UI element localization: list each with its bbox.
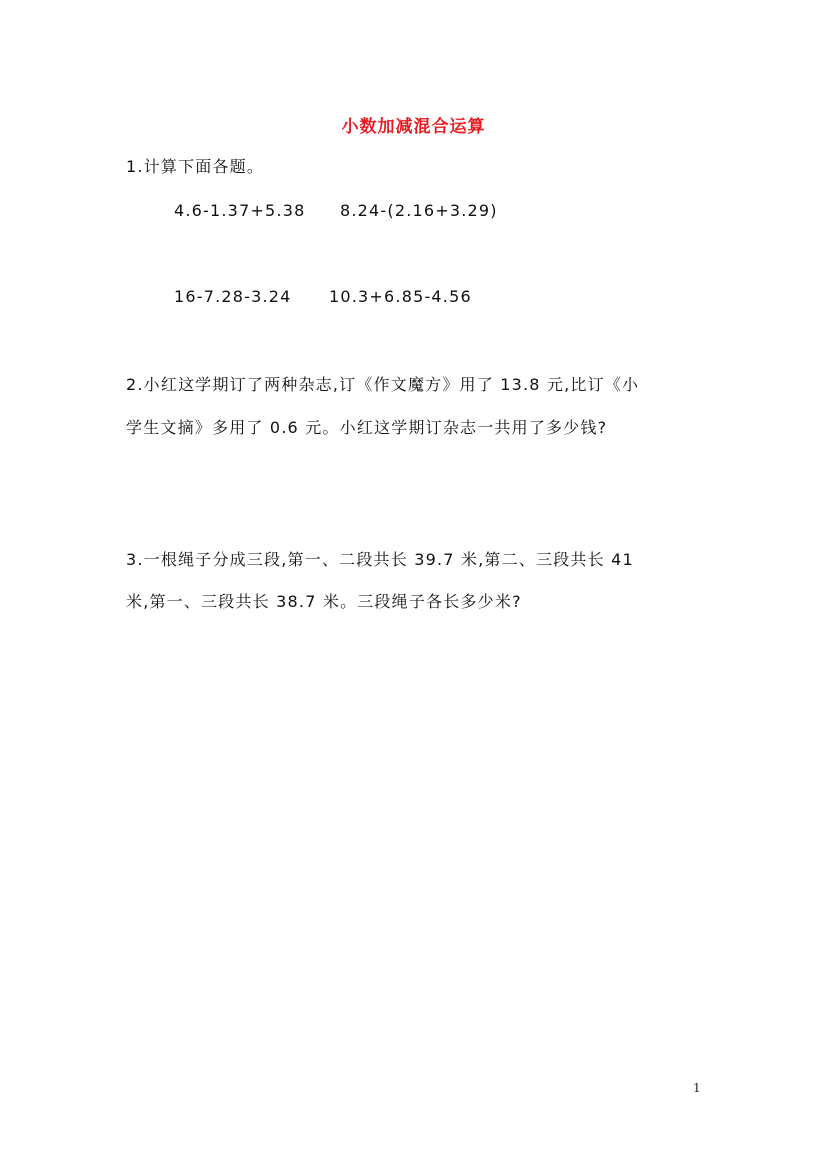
page-number: 1 bbox=[693, 1081, 701, 1095]
question-1-heading: 1.计算下面各题。 bbox=[126, 157, 265, 176]
question-3-line-1: 3.一根绳子分成三段,第一、二段共长 39.7 米,第二、三段共长 41 bbox=[126, 550, 634, 569]
question-3-line-2: 米,第一、三段共长 38.7 米。三段绳子各长多少米? bbox=[126, 592, 522, 611]
page-title: 小数加减混合运算 bbox=[341, 117, 486, 137]
question-2-line-2: 学生文摘》多用了 0.6 元。小红这学期订杂志一共用了多少钱? bbox=[126, 418, 608, 437]
expression-2: 8.24-(2.16+3.29) bbox=[340, 201, 498, 220]
expression-1: 4.6-1.37+5.38 bbox=[174, 201, 306, 220]
question-2-line-1: 2.小红这学期订了两种杂志,订《作文魔方》用了 13.8 元,比订《小 bbox=[126, 375, 640, 394]
expression-3: 16-7.28-3.24 bbox=[174, 287, 292, 306]
expression-4: 10.3+6.85-4.56 bbox=[329, 287, 472, 306]
